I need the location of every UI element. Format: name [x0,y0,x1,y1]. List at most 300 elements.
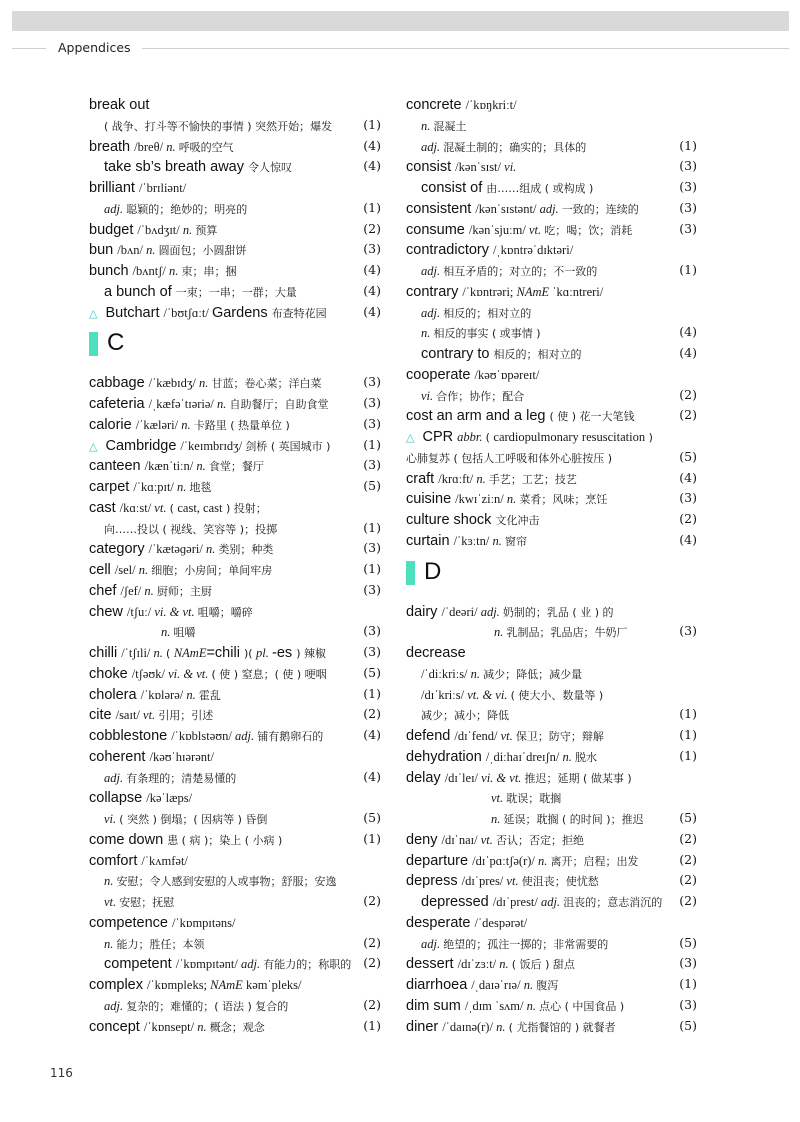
part-of-speech: adj. [480,604,503,619]
glossary-entry [406,509,697,530]
pronunciation: /ˈdeəri/ [441,604,481,619]
glossary-entry [89,746,381,767]
unit-number: (1) [363,436,381,452]
unit-number: (3) [679,179,697,194]
header-rule-left [12,48,46,49]
unit-number: (4) [679,531,697,547]
pronunciation: /ˈkeɪmbrɪdʒ/ [180,438,246,453]
pronunciation: /ˈbrɪliənt/ [138,181,187,195]
definition: 布查特花园 [271,306,327,320]
glossary-entry [406,468,697,489]
definition: 复杂的；难懂的；( 语法 ) 复合的 [126,999,289,1013]
glossary-entry [406,426,697,447]
unit-number: (5) [679,810,697,825]
glossary-entry [89,663,381,684]
definition: 混凝土 [433,119,467,133]
unit-number: (3) [679,996,697,1012]
unit-number: (3) [363,540,381,556]
page-number: 116 [50,1066,73,1080]
unit-number: (3) [363,374,381,390]
definition: 减少；降低；减少量 [483,667,583,681]
glossary-entry [406,704,697,725]
unit-number: (2) [679,830,697,846]
unit-number: (3) [679,955,697,971]
part-of-speech: n. [506,492,520,507]
headword: chef [89,582,121,599]
unit-number: (1) [363,830,381,846]
headword: depressed [421,894,493,910]
definition: ( 使 ) 花一大笔钱 [549,410,635,424]
headword: dim sum [406,997,465,1014]
pronunciation: /dɪˈprest/ [492,895,542,909]
part-of-speech: vi. [504,160,517,175]
glossary-entry [406,933,697,954]
pronunciation: ˈkɑːntreri/ [552,284,604,299]
pronunciation: /ˈbʌdʒɪt/ [137,222,183,237]
definition: 有能力的；称职的 [263,958,352,972]
definition: 预算 [195,223,218,237]
part-of-speech: adj. [421,305,444,320]
unit-number: (3) [363,644,381,659]
headword: consistent [406,200,476,217]
headword: -es [272,645,297,661]
headword: choke [89,665,132,682]
glossary-entry [89,808,381,829]
pronunciation: /krɑːft/ [438,471,477,486]
definition: 窗帘 [505,534,527,548]
glossary-entry [406,601,697,622]
part-of-speech: vt. & vi. [467,687,511,702]
glossary-entry [406,343,697,364]
headword: desperate [406,914,475,931]
part-of-speech: n. [494,625,507,640]
glossary-entry [89,115,381,136]
definition: 手艺；工艺；技艺 [488,472,577,486]
part-of-speech: NAmE [516,284,553,299]
glossary-entry [89,912,381,933]
headword: cite [89,707,116,724]
pronunciation: /ˈkɒmpɪtənt/ [175,957,241,972]
pronunciation: /dɪˈpres/ [461,874,507,889]
part-of-speech: pl. [256,646,273,660]
headword: Gardens [211,304,272,321]
definition: 耽误；耽搁 [506,792,562,806]
definition: 呼吸的空气 [178,140,234,154]
glossary-entry [406,684,697,705]
unit-number: (4) [363,303,381,319]
part-of-speech: n. [492,533,505,548]
headword: budget [89,221,138,238]
definition: 由……组成 ( 或构成 ) [486,182,594,195]
definition: 安慰；令人感到安慰的人或事物；舒服；安逸 [116,875,337,889]
unit-number: (1) [363,116,381,132]
headword: consist [406,159,456,176]
definition: 向……投以 ( 视线、笑容等 )；投掷 [104,522,278,536]
part-of-speech: n. [169,264,182,278]
unit-number: (5) [363,810,381,825]
glossary-entry [89,642,381,663]
part-of-speech: adj. [541,895,564,909]
headword: concrete [406,97,466,113]
headword: contrary to [421,346,494,362]
headword: chew [89,603,127,620]
glossary-entry [89,891,381,912]
running-header: Appendices [58,40,131,55]
pronunciation: /kwɪˈziːn/ [455,492,507,507]
headword: a bunch of [104,283,176,300]
headword: brilliant [89,180,139,196]
pronunciation: /ˈdaɪnə(r)/ [442,1019,497,1034]
unit-number: (5) [679,448,697,464]
headword: diner [406,1018,443,1035]
pronunciation: /ˈbʊtʃɑːt/ [163,305,212,320]
headword: craft [406,470,439,487]
definition: 剑桥 ( 英国城市 ) [245,439,331,453]
glossary-entry [89,787,381,808]
definition: 延误；耽搁 ( 的时间 )；推迟 [503,813,644,826]
headword: cafeteria [89,396,149,412]
glossary-entry [406,953,697,974]
headword: come down [89,831,168,848]
glossary-entry [89,136,381,157]
definition: 减少；减小；降低 [421,709,509,723]
glossary-entry [89,601,381,622]
glossary-entry [89,497,381,518]
unit-number: (2) [679,407,697,423]
glossary-entry [406,177,697,198]
pronunciation: /kənˈsɪst/ [455,160,505,175]
definition: ( 使大小、数量等 ) [510,688,604,702]
unit-number: (4) [363,768,381,784]
part-of-speech: NAmE [210,978,246,992]
glossary-column-right [406,94,697,1036]
headword: competent [104,956,176,973]
definition: 脱水 [575,750,598,764]
headword: Cambridge [105,437,181,454]
unit-number: (4) [363,282,381,298]
glossary-entry [406,912,697,933]
unit-number: (1) [679,976,697,991]
definition: 患 ( 病 )；染上 ( 小病 ) [167,833,283,847]
headword: bun [89,242,118,259]
glossary-entry [89,260,381,281]
definition: 推迟；延期 ( 做某事 ) [524,771,632,785]
part-of-speech: vi. [104,812,120,826]
definition: 合作；协作；配合 [436,389,525,403]
part-of-speech: n. [177,480,190,494]
unit-number: (3) [363,241,381,257]
headword: contrary [406,283,463,300]
unit-number: (1) [679,262,697,277]
part-of-speech: adj. [104,201,127,216]
definition: 否认；否定；拒绝 [496,833,584,847]
part-of-speech: vt. [500,729,516,743]
part-of-speech: n. [138,563,152,577]
definition: ( 饭后 ) 甜点 [511,958,575,972]
glossary-entry [406,219,697,240]
headword: dessert [406,956,458,973]
headword: departure [406,852,473,869]
pronunciation: /ʃef/ [120,583,145,598]
definition: 安慰；抚慰 [119,896,175,909]
triangle-marker-icon: △ [89,439,98,453]
headword: cast [89,499,120,516]
headword: cholera [89,686,141,703]
glossary-entry [406,136,697,157]
definition: ( 突然 ) 倒塌；( 因病等 ) 昏倒 [119,813,268,826]
pronunciation: /ˈtʃɪli/ [121,646,154,660]
pronunciation: /kənˈsjuːm/ [468,222,529,237]
pronunciation: /dɪˈpɑːtʃə(r)/ [472,853,538,868]
headword: canteen [89,458,145,475]
part-of-speech: n. [196,459,209,474]
part-of-speech: adj. [539,201,562,216]
part-of-speech: vt. [104,895,120,909]
part-of-speech: adj. [234,729,258,743]
part-of-speech: vt. [528,222,545,237]
pronunciation: /ˈkɒblstəʊn/ [171,729,235,743]
headword: break out [89,97,150,113]
part-of-speech: n. [421,326,434,341]
pronunciation: /dɪˈkriːs/ [421,687,468,702]
part-of-speech: vi. [421,388,437,403]
unit-number: (1) [679,706,697,722]
definition: 类别；种类 [218,543,274,557]
part-of-speech: n. [186,687,199,702]
unit-number: (2) [363,996,381,1012]
pronunciation: /ˈkæləri/ [135,417,182,432]
unit-number: (4) [363,262,381,277]
definition: 一致的；连续的 [561,202,639,216]
section-marker-bar [406,561,415,585]
definition: ( [166,647,174,660]
glossary-entry [89,995,381,1016]
definition: ( [169,501,178,515]
pronunciation: kəmˈpleks/ [245,978,302,992]
headword: coherent [89,748,150,765]
part-of-speech: vi. & vt. [154,604,198,619]
headword: comfort [89,852,142,869]
glossary-entry [406,94,697,115]
unit-number: (3) [363,623,381,639]
pronunciation: /ˈkɒnsept/ [143,1019,198,1034]
pronunciation: /sel/ [114,563,139,577]
pronunciation: /bʌntʃ/ [132,264,170,278]
part-of-speech: n. [205,542,219,557]
glossary-entry [89,725,381,746]
pronunciation: /breθ/ [134,139,167,154]
section-marker-bar [89,332,98,356]
glossary-entry [89,94,381,115]
unit-number: (2) [363,934,381,950]
definition: 能力；胜任；本领 [116,937,205,951]
glossary-entry [406,302,697,323]
glossary-entry [89,767,381,788]
unit-number: (1) [363,1017,381,1033]
glossary-entry [89,239,381,260]
headword: cobblestone [89,728,172,744]
glossary-entry [406,663,697,684]
definition: 食堂；餐厅 [208,460,264,474]
definition: 保卫；防守；辩解 [515,730,604,743]
glossary-entry [89,219,381,240]
glossary-entry [89,198,381,219]
definition: 自助餐厅；自助食堂 [229,398,329,411]
part-of-speech: adj. [104,770,127,785]
definition: 咀嚼 [173,626,196,640]
glossary-entry [89,393,381,414]
unit-number: (1) [363,199,381,215]
unit-number: (2) [679,386,697,402]
definition: 绝望的；孤注一掷的；非常需要的 [443,937,609,951]
part-of-speech: vt. [491,791,507,806]
unit-number: (2) [363,220,381,236]
definition: 地毯 [189,481,212,494]
pronunciation: /ˈdespərət/ [474,915,528,930]
pronunciation: /ˈkʌmfət/ [141,853,188,868]
headword: concept [89,1018,144,1035]
definition: 离开；启程；出发 [550,854,639,868]
definition: 相互矛盾的；对立的；不一致的 [443,265,598,278]
unit-number: (4) [363,137,381,153]
glossary-entry [89,621,381,642]
definition: 使沮丧；使忧愁 [521,875,599,889]
part-of-speech: NAmE [173,646,207,660]
pronunciation: /dɪˈnaɪ/ [441,832,481,847]
part-of-speech: vt. [143,708,159,723]
glossary-entry [406,725,697,746]
headword: curtain [406,532,454,549]
unit-number: (2) [363,706,381,722]
headword: consume [406,221,469,238]
part-of-speech: n. [104,936,117,951]
headword: calorie [89,416,136,433]
glossary-entry [406,405,697,426]
unit-number: (3) [679,199,697,215]
definition: 乳制品；乳品店；牛奶厂 [506,626,628,640]
definition: )( [243,647,257,660]
glossary-entry [89,1016,381,1037]
glossary-entry [406,385,697,406]
glossary-entry [406,621,697,642]
definition: 心肺复苏 ( 包括人工呼吸和体外心脏按压 ) [406,451,613,465]
headword: decrease [406,645,466,661]
glossary-entry [406,767,697,788]
part-of-speech: n. [146,243,159,258]
headword: breath [89,138,135,155]
unit-number: (5) [679,1017,697,1033]
headword: dehydration [406,748,486,765]
part-of-speech: n. [217,397,230,411]
pronunciation: /ˈkɒlərə/ [140,687,187,702]
glossary-entry [406,746,697,767]
unit-number: (3) [679,623,697,639]
headword: complex [89,977,148,993]
definition: 奶制的；乳品 ( 业 ) 的 [502,605,614,619]
unit-number: (4) [679,324,697,340]
part-of-speech: adj. [240,957,264,972]
part-of-speech: vt. [506,874,522,889]
part-of-speech: adj. [421,139,444,154]
unit-number: (5) [363,478,381,493]
unit-number: (5) [363,664,381,680]
part-of-speech: adj. [421,264,444,278]
pronunciation: /ˌkɒntrəˈdɪktəri/ [493,243,574,258]
glossary-entry [89,684,381,705]
pronunciation: /ˌdɪm ˈsʌm/ [464,998,527,1013]
part-of-speech: n. [538,853,551,868]
glossary-entry [406,808,697,829]
glossary-entry [89,580,381,601]
headword: Butchart [105,304,164,321]
definition: 菜肴；风味；烹饪 [519,493,608,507]
headword: defend [406,728,455,744]
glossary-entry [406,239,697,260]
pronunciation: /ˈkætəɡəri/ [148,542,206,557]
pronunciation: /bʌn/ [117,243,147,258]
pronunciation: /ˈkɒŋkriːt/ [465,98,517,112]
glossary-entry [89,829,381,850]
headword: deny [406,831,442,848]
part-of-speech: vi. & vt. [481,770,525,785]
pronunciation: /kəʊˈɒpəreɪt/ [474,367,540,382]
part-of-speech: n. [523,978,537,992]
headword: bunch [89,263,133,279]
part-of-speech: n. [182,222,196,237]
section-letter: D [424,557,442,585]
glossary-entry [89,704,381,725]
glossary-entry [89,372,381,393]
pronunciation: /kænˈtiːn/ [144,459,197,474]
glossary-column-left [89,94,381,1036]
headword: chilli [89,645,122,661]
header-rule-right [142,48,789,49]
definition: 有条理的；清楚易懂的 [126,771,237,785]
glossary-entry [89,281,381,302]
part-of-speech: n. [166,139,179,154]
glossary-entry [406,829,697,850]
glossary-entry [89,850,381,871]
headword: consist of [421,180,487,196]
definition: ( 尤指餐馆的 ) 就餐者 [508,1020,616,1034]
unit-number: (2) [679,511,697,526]
definition: ) 投射； [222,501,267,515]
pronunciation: /ˈkɒntrəri; [462,284,517,299]
part-of-speech: n. [161,625,174,640]
headword: category [89,541,149,558]
definition: 引用；引述 [158,709,214,723]
pronunciation: /ˈdiːkriːs/ [421,666,471,681]
part-of-speech: n. [496,1019,509,1034]
unit-number: (4) [363,158,381,174]
headword: cuisine [406,491,456,508]
headword: cell [89,562,115,578]
pronunciation: /tʃəʊk/ [131,666,169,681]
glossary-entry [406,891,697,912]
headword: dairy [406,603,442,620]
definition: 相反的；相对立的 [493,348,582,361]
part-of-speech: n. [491,812,504,826]
part-of-speech: vt. [480,832,496,847]
part-of-speech: n. [526,998,540,1013]
glossary-entry [406,642,697,663]
pronunciation: /tʃuː/ [126,604,155,619]
triangle-marker-icon: △ [89,306,98,320]
headword: delay [406,769,445,786]
pronunciation: /kənˈsɪstənt/ [475,201,540,216]
glossary-entry [406,364,697,385]
glossary-entry [406,995,697,1016]
